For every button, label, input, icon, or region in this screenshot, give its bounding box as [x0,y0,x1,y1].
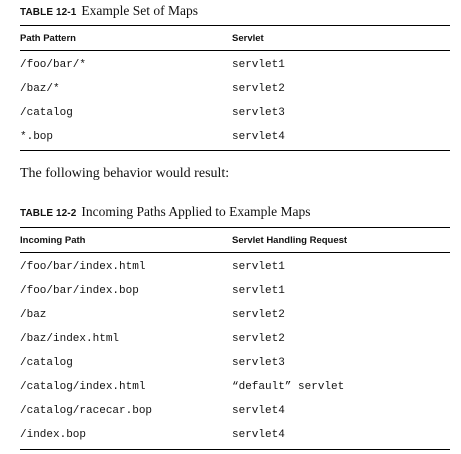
table2-cell-servlet: servlet1 [232,285,285,297]
table2-header-servlet-handling: Servlet Handling Request [232,235,348,246]
table2-title: Incoming Paths Applied to Example Maps [81,204,311,219]
table2-cell-servlet: servlet2 [232,309,285,321]
table2-cell-servlet: servlet4 [232,405,285,417]
table2-cell-path: /catalog [20,357,73,369]
table-row [20,403,450,427]
table1-cell-servlet: servlet1 [232,59,285,71]
table2-cell-servlet: servlet1 [232,261,285,273]
table1-top-rule [20,25,450,26]
table1-header-path-pattern: Path Pattern [20,33,76,44]
table2-cell-servlet: servlet2 [232,333,285,345]
table-row [20,81,450,105]
table-row [20,105,450,129]
table2-cell-path: /foo/bar/index.bop [20,285,139,297]
table2-bottom-rule [20,449,450,450]
body-paragraph: The following behavior would result: [20,166,230,181]
table2-cell-path: /catalog/index.html [20,381,146,393]
table-row [20,355,450,379]
table-row [20,427,450,451]
table2-header-rule [20,252,450,253]
table1-cell-servlet: servlet4 [232,131,285,143]
table2-cell-path: /baz [20,309,47,321]
table2-label: TABLE 12-2 [20,208,77,219]
table2-cell-path: /index.bop [20,429,87,441]
table1-bottom-rule [20,150,450,151]
table2-header-incoming-path: Incoming Path [20,235,86,246]
table2-caption [20,203,311,223]
table-row [20,259,450,283]
table-row [20,283,450,307]
table-row [20,57,450,81]
table-row [20,307,450,331]
table1-header-rule [20,50,450,51]
table1-label: TABLE 12-1 [20,7,77,18]
table2-cell-servlet: servlet3 [232,357,285,369]
table1-cell-servlet: servlet2 [232,83,285,95]
table1-cell-path: /catalog [20,107,73,119]
table-row [20,379,450,403]
table1-caption [20,2,198,22]
table1-header-servlet: Servlet [232,33,264,44]
table2-cell-path: /foo/bar/index.html [20,261,146,273]
table2-cell-path: /baz/index.html [20,333,120,345]
table1-cell-path: /foo/bar/* [20,59,87,71]
table-row [20,331,450,355]
table1-cell-servlet: servlet3 [232,107,285,119]
table2-top-rule [20,227,450,228]
table2-cell-servlet: servlet4 [232,429,285,441]
table2-cell-servlet: “default” servlet [232,381,345,393]
table2-cell-path: /catalog/racecar.bop [20,405,153,417]
table1-title: Example Set of Maps [81,3,198,18]
table1-cell-path: *.bop [20,131,54,143]
table1-cell-path: /baz/* [20,83,60,95]
